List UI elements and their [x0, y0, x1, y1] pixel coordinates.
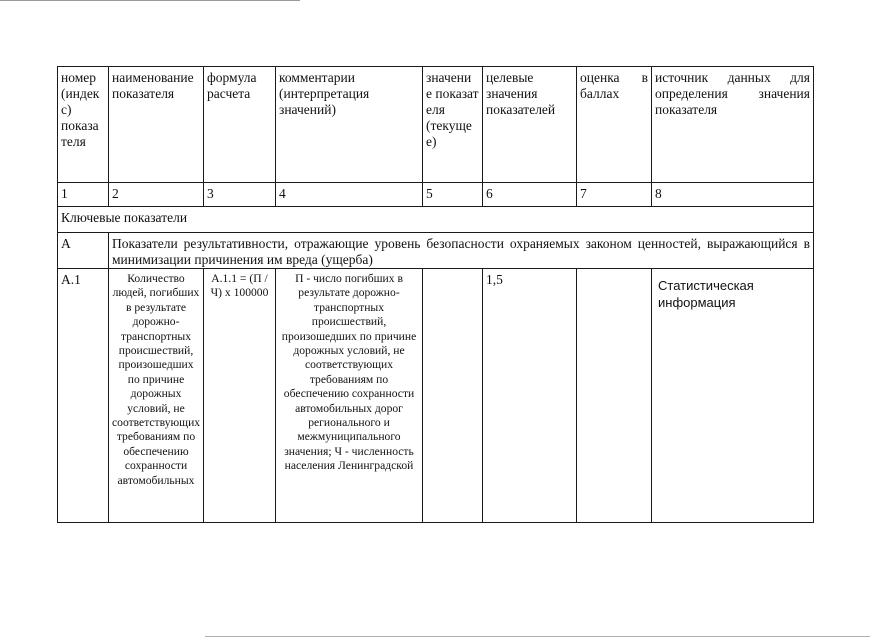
group-index: А — [58, 233, 109, 269]
row-indicator-name: Количество людей, погибших в результате дорожно-транспортных происшествий, произошедших по причине дорожных условий, не соответствующих требованиям по обеспечению сохранности автомобильных — [109, 269, 204, 523]
table-row — [58, 269, 814, 523]
row-formula: А.1.1 = (П / Ч) х 100000 — [204, 269, 276, 523]
group-row — [58, 233, 814, 269]
scan-edge-bottom — [205, 636, 870, 637]
header-row — [58, 67, 814, 183]
header-comment: комментарии (интерпретация значений) — [276, 67, 423, 183]
row-source: Статистическая информация — [652, 269, 814, 523]
group-text: Показатели результативности, отражающие уровень безопасности охраняемых законом ценностей, выражающийся в минимизации причинения им вреда (ущерба) — [109, 233, 814, 269]
row-current-value — [423, 269, 483, 523]
column-number: 1 — [58, 183, 109, 207]
row-score — [577, 269, 652, 523]
header-index: номер (индек с) показа теля — [58, 67, 109, 183]
column-number: 8 — [652, 183, 814, 207]
column-number: 3 — [204, 183, 276, 207]
column-numbers-row — [58, 183, 814, 207]
header-current-value: значени е показат еля (текуще е) — [423, 67, 483, 183]
section-row — [58, 207, 814, 233]
indicators-table — [57, 66, 814, 523]
header-name: наименование показателя — [109, 67, 204, 183]
column-number: 2 — [109, 183, 204, 207]
column-number: 4 — [276, 183, 423, 207]
header-target-value: целевые значения показателей — [483, 67, 577, 183]
scan-edge-top — [0, 0, 300, 1]
header-formula: формула расчета — [204, 67, 276, 183]
row-comment: П - число погибших в результате дорожно-транспортных происшествий, произошедших по причине дорожных условий, не соответствующих требованиям по обеспечению сохранности автомобильных дорог регионального и межмуниципального значения; Ч - численность населения Ленинградской — [276, 269, 423, 523]
column-number: 7 — [577, 183, 652, 207]
row-target-value: 1,5 — [483, 269, 577, 523]
column-number: 5 — [423, 183, 483, 207]
header-score: оценка в баллах — [577, 67, 652, 183]
row-index: А.1 — [58, 269, 109, 523]
header-source: источник данных для определения значения показателя — [652, 67, 814, 183]
column-number: 6 — [483, 183, 577, 207]
section-title: Ключевые показатели — [58, 207, 814, 233]
